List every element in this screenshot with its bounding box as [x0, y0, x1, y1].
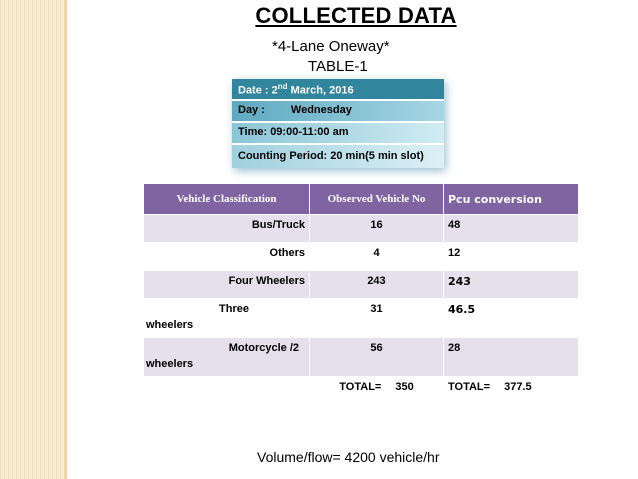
info-day-value: Wednesday — [290, 104, 352, 116]
table-total-row — [144, 377, 579, 405]
table-row — [144, 243, 579, 271]
table-label: TABLE-1 — [308, 58, 368, 75]
cell-pcu: 46.5 — [444, 299, 579, 338]
cell-observed: 4 — [310, 243, 444, 271]
info-time: Time: 09:00-11:00 am — [232, 123, 444, 145]
cell-observed: 56 — [310, 338, 444, 377]
header-vehicle-classification: Vehicle Classification — [144, 184, 310, 215]
cell-observed: 16 — [310, 215, 444, 243]
cell-total-observed — [310, 377, 444, 405]
total-pcu-value: 377.5 — [504, 381, 532, 393]
header-pcu-conversion: Pcu conversion — [444, 184, 579, 215]
info-date-sup: nd — [277, 82, 288, 91]
header-observed-vehicle-no: Observed Vehicle No — [310, 184, 444, 215]
info-counting-period: Counting Period: 20 min(5 min slot) — [232, 145, 444, 168]
info-day-label: Day : — [238, 104, 265, 116]
cell-total-pcu — [444, 377, 579, 405]
cell-classification: Others — [144, 243, 310, 271]
cell-pcu: 12 — [444, 243, 579, 271]
cell-empty — [144, 377, 310, 405]
cell-classification: Four Wheelers — [144, 271, 310, 299]
cell-pcu: 28 — [444, 338, 579, 377]
info-date-suffix: March, 2016 — [287, 84, 354, 97]
slide-title: COLLECTED DATA — [255, 3, 457, 28]
cell-observed: 243 — [310, 271, 444, 299]
cell-classification: Bus/Truck — [144, 215, 310, 243]
info-date — [232, 79, 444, 101]
cell-pcu: 243 — [444, 271, 579, 299]
subtitle: *4-Lane Oneway* — [272, 38, 390, 55]
cell-classification-top: Three — [219, 303, 249, 315]
info-date-prefix: Date : 2 — [238, 84, 278, 97]
table-header-row — [144, 184, 579, 215]
total-pcu-label: TOTAL= — [448, 381, 491, 393]
total-observed-value: 350 — [395, 381, 414, 393]
table-row — [144, 271, 579, 299]
volume-flow-text: Volume/flow= 4200 vehicle/hr — [257, 449, 440, 465]
info-day — [232, 101, 444, 123]
table-row — [144, 299, 579, 338]
cell-observed: 31 — [310, 299, 444, 338]
cell-classification-bottom: wheelers — [146, 358, 194, 370]
cell-classification-top: Motorcycle /2 — [228, 342, 299, 354]
total-observed-label: TOTAL= — [339, 381, 382, 393]
cell-classification — [144, 299, 310, 338]
cell-pcu: 48 — [444, 215, 579, 243]
cell-classification — [144, 338, 310, 377]
info-box — [232, 79, 444, 168]
cell-classification-bottom: wheelers — [146, 319, 194, 331]
vehicle-data-table — [143, 183, 579, 405]
decorative-side-stripe — [0, 0, 67, 479]
table-row — [144, 215, 579, 243]
table-row — [144, 338, 579, 377]
